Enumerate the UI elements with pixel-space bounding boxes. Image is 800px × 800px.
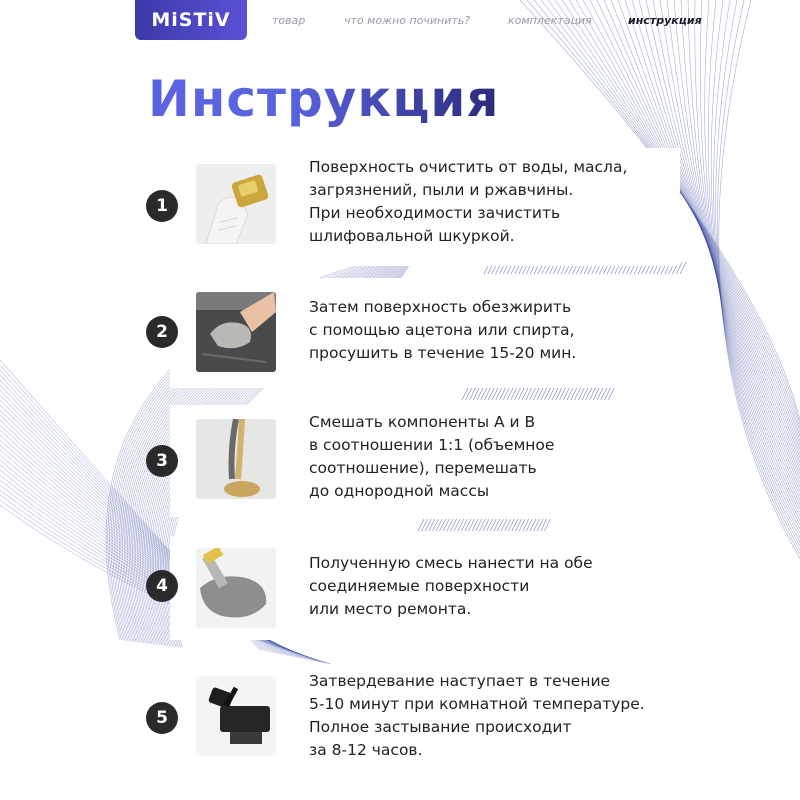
step-text-line: до однородной массы — [309, 482, 490, 500]
step-number-badge: 4 — [146, 570, 178, 602]
step-text-line: загрязнений, пыли и ржавчины. — [309, 181, 574, 199]
step-4 — [0, 536, 800, 640]
step-text-line: Поверхность очистить от воды, масла, — [309, 158, 628, 176]
step-text-line: в соотношении 1:1 (объемное — [309, 436, 555, 454]
step-1 — [0, 148, 800, 266]
step-text — [309, 552, 679, 621]
step-text-line: соотношение), перемешать — [309, 459, 537, 477]
step-text — [309, 411, 679, 503]
step-2 — [0, 278, 800, 388]
step-text-line: При необходимости зачистить — [309, 204, 561, 222]
step-text-line: с помощью ацетона или спирта, — [309, 321, 575, 339]
step-text-line: соединяемые поверхности — [309, 577, 530, 595]
clamp-photo — [196, 676, 276, 756]
step-text-line: шлифовальной шкуркой. — [309, 227, 515, 245]
mixing-components-photo — [196, 419, 276, 499]
nav-item-instruction[interactable]: инструкция — [628, 14, 702, 27]
step-text — [309, 670, 679, 762]
nav-item-contents[interactable]: комплектация — [508, 14, 592, 27]
step-number-badge: 1 — [146, 190, 178, 222]
step-3 — [0, 405, 800, 517]
page-title: Инструкция — [148, 70, 500, 128]
step-text-line: просушить в течение 15-20 мин. — [309, 344, 577, 362]
step-number-badge: 3 — [146, 445, 178, 477]
step-text-line: Смешать компоненты А и В — [309, 413, 536, 431]
step-text-line: Полное застывание происходит — [309, 718, 572, 736]
step-text-line: Затем поверхность обезжирить — [309, 298, 572, 316]
step-number-badge: 2 — [146, 316, 178, 348]
step-text-line: Затвердевание наступает в течение — [309, 672, 611, 690]
nav-item-what-can-fix[interactable]: что можно починить? — [344, 14, 471, 27]
brand-logo[interactable]: MiSTiV — [135, 0, 247, 40]
step-text-line: Полученную смесь нанести на обе — [309, 554, 593, 572]
step-text-line: 5-10 минут при комнатной температуре. — [309, 695, 645, 713]
nav-item-product[interactable]: товар — [272, 14, 306, 27]
gloved-hand-cleaning-photo — [196, 164, 276, 244]
step-number-badge: 5 — [146, 702, 178, 734]
cloth-wiping-surface-photo — [196, 292, 276, 372]
applying-mixture-photo — [196, 548, 276, 628]
step-text-line: за 8-12 часов. — [309, 741, 423, 759]
step-text — [309, 156, 679, 248]
step-text-line: или место ремонта. — [309, 600, 472, 618]
step-5 — [0, 664, 800, 776]
step-text — [309, 296, 679, 365]
